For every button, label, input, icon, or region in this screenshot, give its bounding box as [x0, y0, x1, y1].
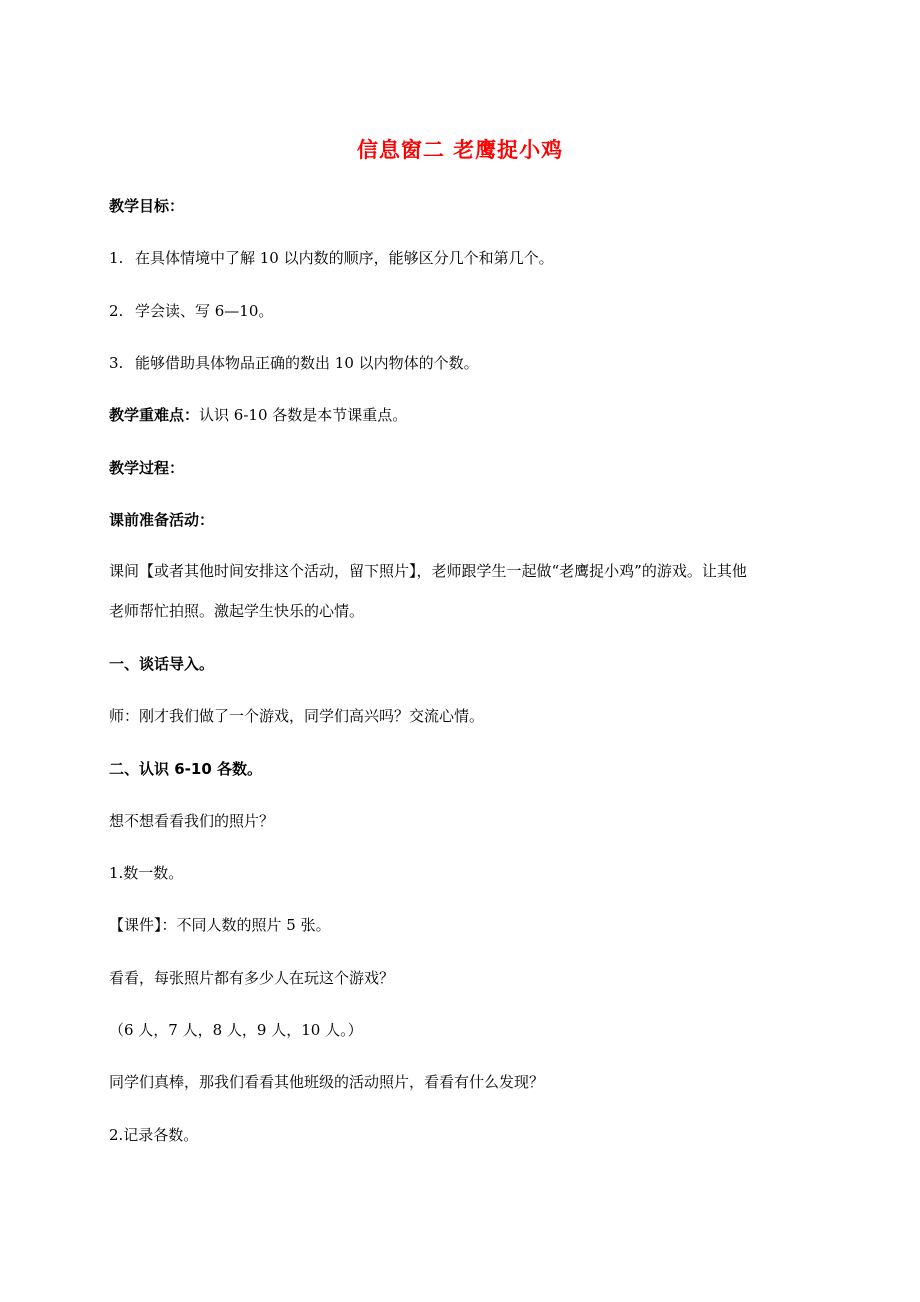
objective-number: 2. — [109, 302, 124, 320]
key-points-label: 教学重难点： — [109, 406, 200, 424]
key-points — [109, 405, 407, 425]
section2-line: 【课件】：不同人数的照片 5 张。 — [109, 916, 331, 934]
section2-line: 同学们真棒，那我们看看其他班级的活动照片，看看有什么发现？ — [109, 1073, 545, 1091]
objective-item — [109, 248, 554, 268]
section2-line: （6 人，7 人，8 人，9 人，10 人。） — [109, 1021, 363, 1039]
page-title: 信息窗二 老鹰捉小鸡 — [356, 138, 564, 162]
section2-heading: 二、认识 6-10 各数。 — [109, 760, 262, 778]
objective-number: 1. — [109, 249, 124, 267]
objective-text: 在具体情境中了解 10 以内数的顺序，能够区分几个和第几个。 — [135, 249, 554, 267]
section2-line: 想不想看看我们的照片？ — [109, 812, 275, 830]
section2-line: 2.记录各数。 — [109, 1126, 199, 1144]
prep-text-line-2: 老师帮忙拍照。激起学生快乐的心情。 — [109, 602, 365, 620]
objective-item — [109, 301, 273, 321]
prep-heading: 课前准备活动： — [109, 511, 215, 529]
section2-line: 1.数一数。 — [109, 864, 184, 882]
section1-text: 师：刚才我们做了一个游戏，同学们高兴吗？交流心情。 — [109, 707, 485, 725]
objective-number: 3. — [109, 354, 124, 372]
objective-text: 能够借助具体物品正确的数出 10 以内物体的个数。 — [135, 354, 479, 372]
objective-text: 学会读、写 6—10。 — [135, 302, 274, 320]
objectives-heading: 教学目标： — [109, 197, 185, 215]
section1-heading: 一、谈话导入。 — [109, 655, 215, 673]
process-heading: 教学过程： — [109, 459, 185, 477]
section2-line: 看看，每张照片都有多少人在玩这个游戏？ — [109, 969, 395, 987]
key-points-text: 认识 6-10 各数是本节课重点。 — [199, 406, 408, 424]
objective-item — [109, 353, 479, 373]
prep-text-line-1: 课间【或者其他时间安排这个活动，留下照片】，老师跟学生一起做“老鹰捉小鸡”的游戏。让其他 — [109, 562, 747, 580]
